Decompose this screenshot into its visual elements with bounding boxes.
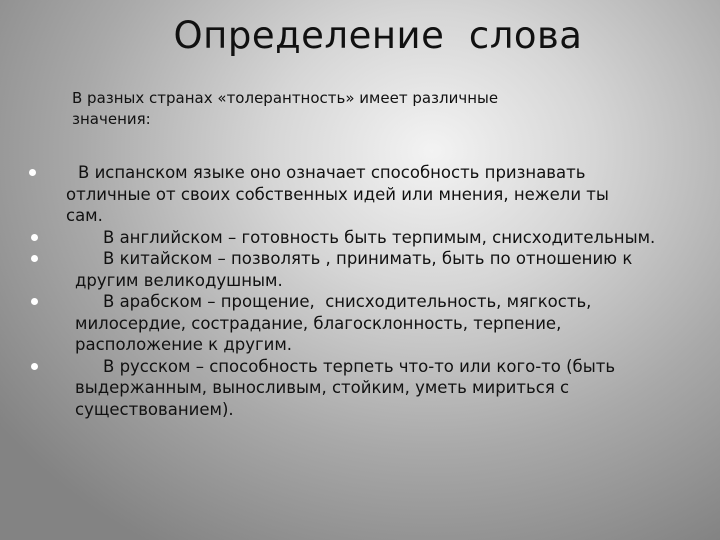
bullet-item-english	[0, 227, 695, 249]
bullet-dot-icon	[31, 298, 38, 305]
intro-text: В разных странах «толерантность» имеет различные значения:	[72, 89, 499, 128]
bullet-item-chinese	[0, 248, 695, 291]
bullet-item-spanish	[0, 162, 695, 227]
slide-title: Определение слова	[173, 14, 583, 57]
bullet-dot-icon	[31, 363, 38, 370]
bullet-dot-icon	[31, 234, 38, 241]
bullet-text: В китайском – позволять , принимать, быть по отношению к другим великодушным.	[75, 249, 638, 290]
bullet-text: В испанском языке оно означает способность признавать отличные от своих собственных идей или мнения, нежели ты сам.	[66, 163, 615, 225]
bullet-item-arabic	[0, 291, 695, 356]
bullet-list	[0, 162, 695, 420]
bullet-item-russian	[0, 356, 695, 421]
bullet-text: В арабском – прощение, снисходительность, мягкость, милосердие, сострадание, благосклонность, терпение, расположение к другим.	[75, 292, 597, 354]
bullet-dot-icon	[29, 169, 36, 176]
bullet-dot-icon	[31, 255, 38, 262]
bullet-text: В русском – способность терпеть что-то или кого-то (быть выдержанным, выносливым, стойким, уметь мириться с существованием).	[75, 356, 621, 419]
bullet-text: В английском – готовность быть терпимым, снисходительным.	[103, 227, 656, 247]
